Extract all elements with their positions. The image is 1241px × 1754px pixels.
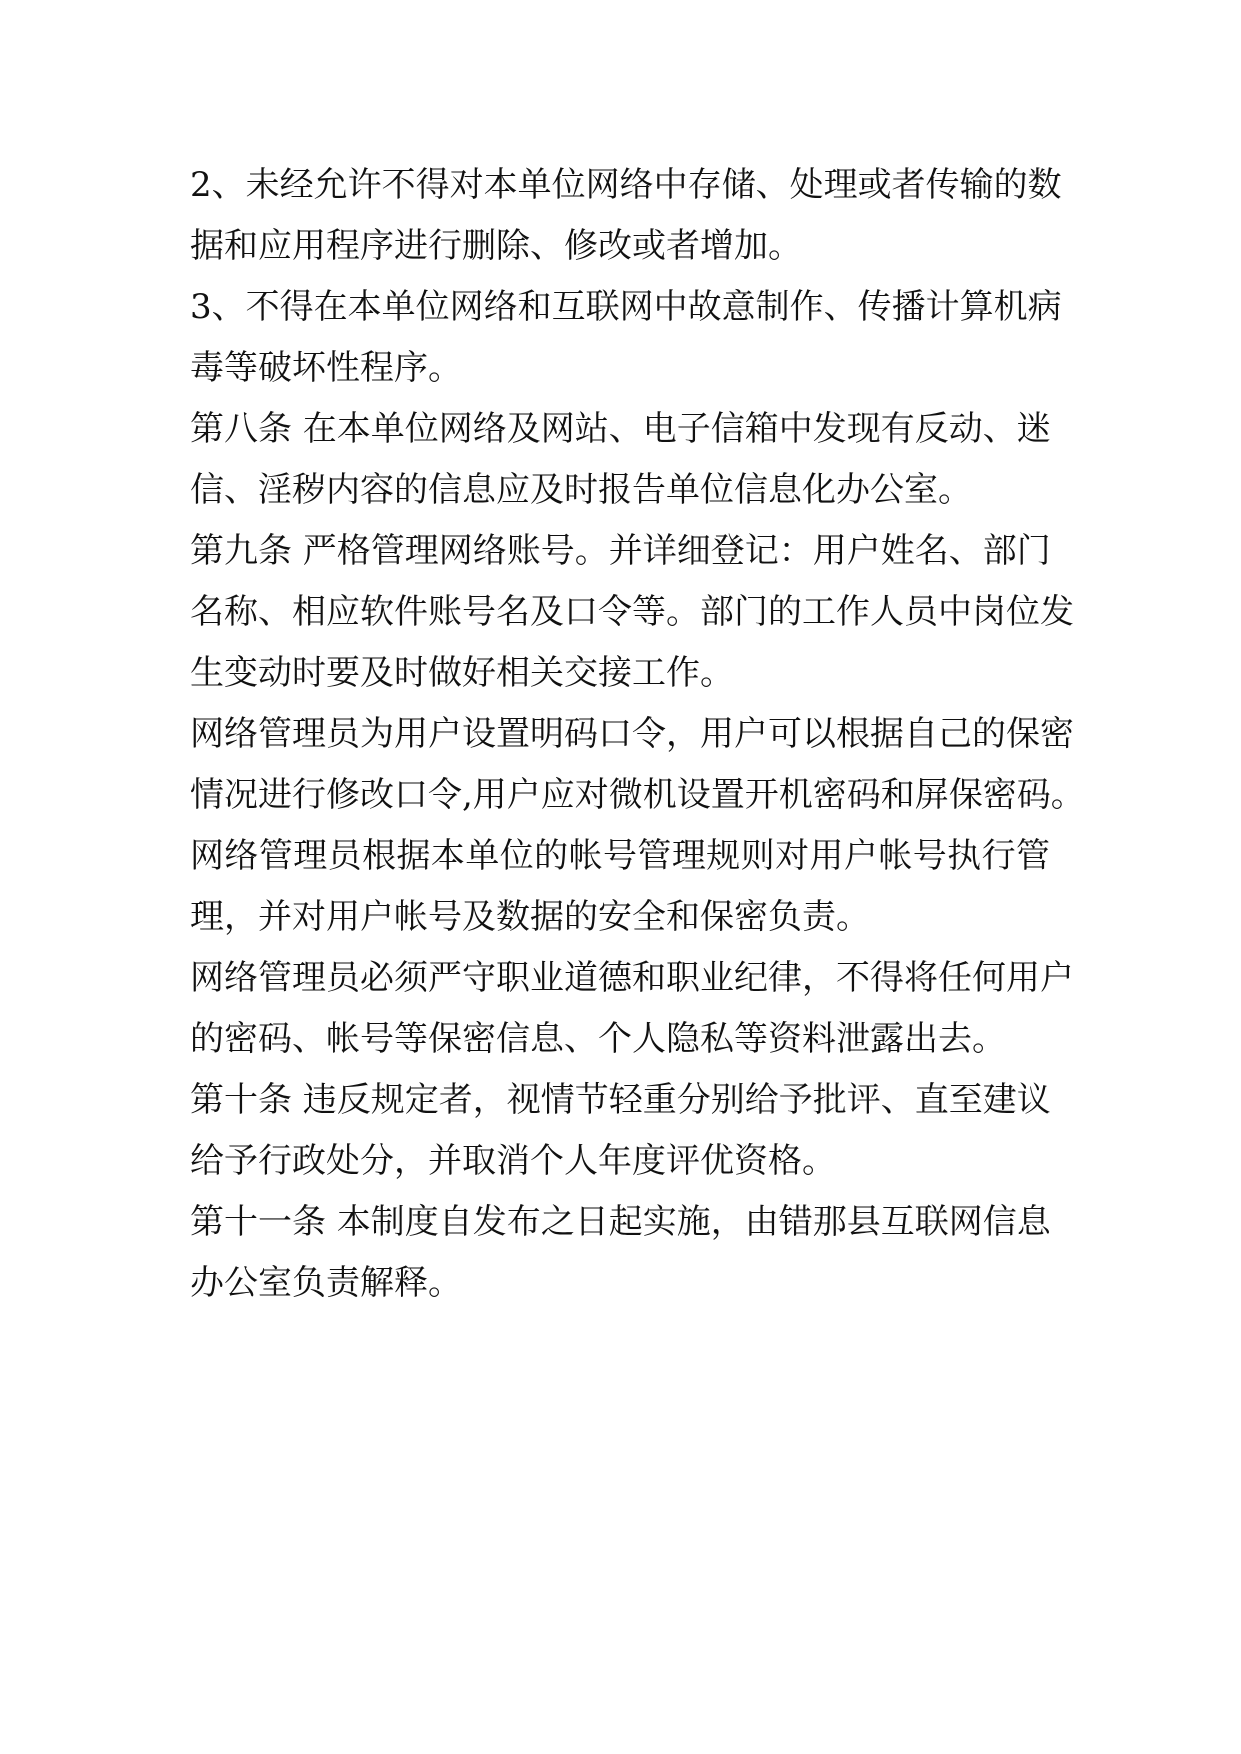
text-line: 理，并对用户帐号及数据的安全和保密负责。 xyxy=(190,897,870,937)
paragraph-article-10 xyxy=(190,1070,1050,1192)
paragraph-admin-account xyxy=(190,826,1050,948)
text-line: 的密码、帐号等保密信息、个人隐私等资料泄露出去。 xyxy=(190,1019,1006,1059)
text-line: 信、淫秽内容的信息应及时报告单位信息化办公室。 xyxy=(190,470,972,510)
text-line: 据和应用程序进行删除、修改或者增加。 xyxy=(190,226,802,266)
text-line: 第十一条 本制度自发布之日起实施，由错那县互联网信息 xyxy=(190,1202,1051,1242)
text-line: 网络管理员为用户设置明码口令，用户可以根据自己的保密 xyxy=(190,714,1074,754)
paragraph-item-3 xyxy=(190,277,1062,399)
text-line: 3、不得在本单位网络和互联网中故意制作、传播计算机病 xyxy=(190,287,1062,327)
paragraph-article-9 xyxy=(190,521,1074,704)
text-line: 毒等破坏性程序。 xyxy=(190,348,462,388)
text-line: 情况进行修改口令,用户应对微机设置开机密码和屏保密码。 xyxy=(190,775,1085,815)
paragraph-item-2 xyxy=(190,155,1062,277)
text-line: 办公室负责解释。 xyxy=(190,1263,462,1303)
text-line: 生变动时要及时做好相关交接工作。 xyxy=(190,653,734,693)
text-line: 第九条 严格管理网络账号。并详细登记：用户姓名、部门 xyxy=(190,531,1051,571)
text-line: 2、未经允许不得对本单位网络中存储、处理或者传输的数 xyxy=(190,165,1062,205)
text-line: 第八条 在本单位网络及网站、电子信箱中发现有反动、迷 xyxy=(190,409,1051,449)
paragraph-article-8 xyxy=(190,399,1050,521)
document-body xyxy=(190,155,1085,1314)
paragraph-admin-password xyxy=(190,704,1085,826)
text-line: 给予行政处分，并取消个人年度评优资格。 xyxy=(190,1141,836,1181)
text-line: 第十条 违反规定者，视情节轻重分别给予批评、直至建议 xyxy=(190,1080,1051,1120)
paragraph-article-11 xyxy=(190,1192,1050,1314)
text-line: 网络管理员必须严守职业道德和职业纪律，不得将任何用户 xyxy=(190,958,1074,998)
paragraph-admin-ethics xyxy=(190,948,1074,1070)
text-line: 网络管理员根据本单位的帐号管理规则对用户帐号执行管 xyxy=(190,836,1050,876)
text-line: 名称、相应软件账号名及口令等。部门的工作人员中岗位发 xyxy=(190,592,1074,632)
